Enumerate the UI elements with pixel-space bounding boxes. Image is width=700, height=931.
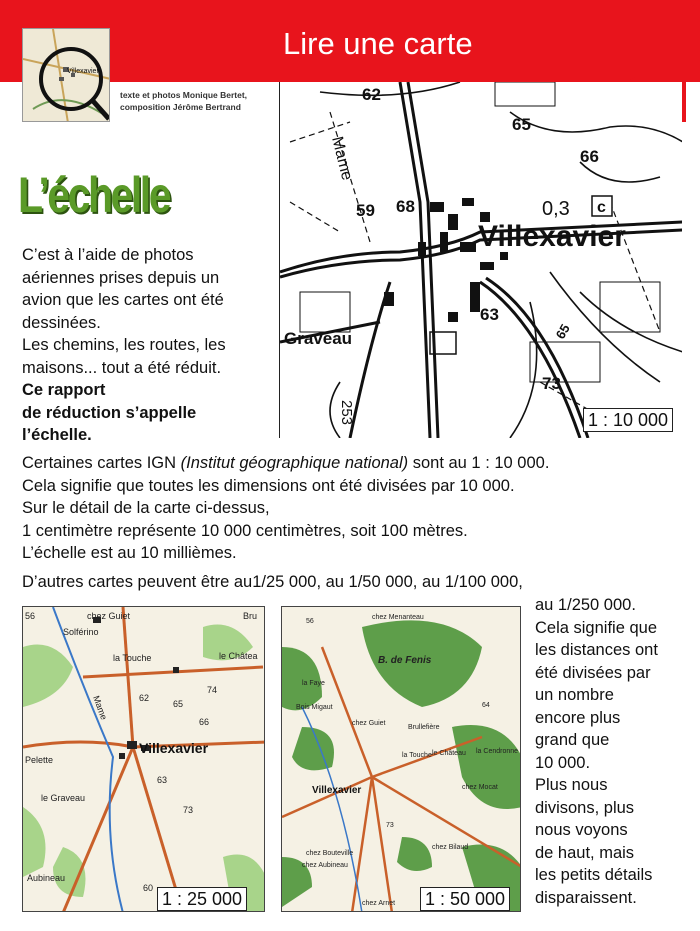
map-label: Pelette [25, 755, 54, 765]
map-label: la Faye [302, 680, 325, 687]
right-col-line: divisons, plus [535, 798, 635, 817]
map-elevation: 59 [356, 201, 375, 220]
map-label: chez Menanteau [372, 614, 424, 621]
map-elevation: 65 [512, 115, 531, 134]
map-label: 73 [183, 805, 194, 815]
map-label: 56 [306, 618, 314, 625]
map-village-label: Villexavier [478, 220, 626, 253]
map-elevation: 68 [396, 197, 415, 216]
body-text-span: Certaines cartes IGN [22, 454, 181, 472]
map-label: 66 [199, 717, 210, 727]
map-symbol: c [597, 199, 606, 216]
map-label: le Château [432, 750, 466, 757]
map-label: chez Bouteville [306, 850, 354, 857]
map-label: chez Guiet [352, 720, 386, 727]
intro-line: C’est à l’aide de photos [22, 246, 194, 264]
map-label: 64 [482, 702, 490, 709]
right-col-line: un nombre [535, 686, 614, 704]
map-label: chez Guiet [87, 611, 131, 621]
right-col-line: de haut, mais [535, 843, 635, 862]
map-10000 [279, 82, 682, 438]
right-col-line: les petits détails [535, 866, 653, 884]
map-label: 74 [207, 685, 218, 695]
map-elevation: 0,3 [542, 198, 570, 220]
map-label: la Touche [113, 653, 152, 663]
map-label: chez Arnet [362, 900, 396, 907]
intro-bold-line: Ce rapport [22, 381, 106, 399]
map-village-label: Villexavier [139, 740, 209, 756]
map-road-number: 253 [338, 400, 355, 426]
map-label: 60 [143, 883, 154, 893]
map-label: Solférino [63, 627, 99, 637]
intro-line: aériennes prises depuis un [22, 268, 220, 287]
right-col-line: au 1/250 000. [535, 596, 636, 614]
map-label: Bru [243, 611, 258, 621]
right-col-line: les distances ont [535, 641, 658, 659]
body-line: L’échelle est au 10 millièmes. [22, 544, 237, 562]
intro-bold-line: l’échelle. [22, 426, 92, 444]
map-label: 63 [157, 775, 168, 785]
body-line: Cela signifie que toutes les dimensions ont été divisées par 10 000. [22, 476, 515, 495]
right-col-line: Cela signifie que [535, 618, 657, 637]
thumbnail-label: Villexavier [67, 68, 99, 75]
credits [120, 89, 247, 113]
right-col-line: grand que [535, 731, 610, 749]
magnifier-thumbnail [22, 28, 110, 122]
map-label: chez Aubineau [302, 862, 348, 869]
map-label: Aubineau [27, 873, 66, 883]
section-title: L’échelle [18, 167, 170, 223]
credits-line1: texte et photos Monique Bertet, [120, 90, 248, 100]
map-elevation: 63 [480, 305, 499, 324]
map-label: 73 [386, 822, 394, 829]
scale-label-25000: 1 : 25 000 [157, 887, 247, 911]
body-text [22, 452, 682, 565]
map-village-label: Villexavier [312, 785, 362, 796]
intro-bold-line: de réduction s’appelle [22, 403, 197, 422]
body-text-span: sont au 1 : 10 000. [408, 454, 550, 472]
intro-line: dessinées. [22, 313, 101, 332]
intro-line: avion que les cartes ont été [22, 291, 224, 309]
map-label: le Châtea [219, 651, 258, 661]
map-label: Brullefière [408, 724, 440, 731]
right-col-line: Plus nous [535, 776, 608, 794]
map-elevation: 73 [542, 374, 561, 393]
right-column-text [535, 594, 695, 909]
map-stream-label: Mame [328, 134, 356, 183]
scale-label-50000: 1 : 50 000 [420, 887, 510, 911]
map-label: le Graveau [41, 793, 86, 803]
map-label: la Cendronne [476, 748, 519, 755]
right-col-line: disparaissent. [535, 888, 637, 907]
body-line: 1 centimètre représente 10 000 centimètres, soit 100 mètres. [22, 521, 468, 540]
map-label: 65 [173, 699, 184, 709]
map-label: Mame [91, 694, 110, 722]
map-label: 56 [25, 611, 36, 621]
scale-label-10000: 1 : 10 000 [583, 408, 673, 432]
map-label: la Touche [402, 752, 432, 759]
map-50000 [281, 606, 521, 912]
body-line [22, 452, 682, 475]
map-label: 62 [139, 693, 150, 703]
body-line: D’autres cartes peuvent être au1/25 000, au 1/50 000, au 1/100 000, [22, 573, 523, 591]
map-hamlet-label: Graveau [284, 329, 353, 348]
right-col-line: nous voyons [535, 821, 628, 839]
body-line: Sur le détail de la carte ci-dessus, [22, 499, 270, 517]
right-col-line: encore plus [535, 708, 621, 727]
page-title: Lire une carte [283, 26, 473, 61]
map-25000 [22, 606, 265, 912]
map-label: B. de Fenis [378, 655, 432, 666]
intro-text [22, 244, 284, 447]
map-label: Bois Migaut [296, 704, 333, 711]
credits-line2: composition Jérôme Bertrand [120, 102, 241, 112]
map-label: chez Mocat [462, 784, 498, 791]
map-label: chez Bilaud [432, 844, 469, 851]
map-elevation: 66 [580, 147, 599, 166]
intro-line: maisons... tout a été réduit. [22, 358, 222, 377]
right-col-line: été divisées par [535, 663, 651, 682]
map-elevation: 62 [362, 85, 381, 104]
intro-line: Les chemins, les routes, les [22, 336, 226, 354]
body-italic: (Institut géographique national) [180, 454, 409, 472]
right-col-line: 10 000. [535, 753, 591, 772]
map-elevation: 65 [552, 321, 573, 342]
